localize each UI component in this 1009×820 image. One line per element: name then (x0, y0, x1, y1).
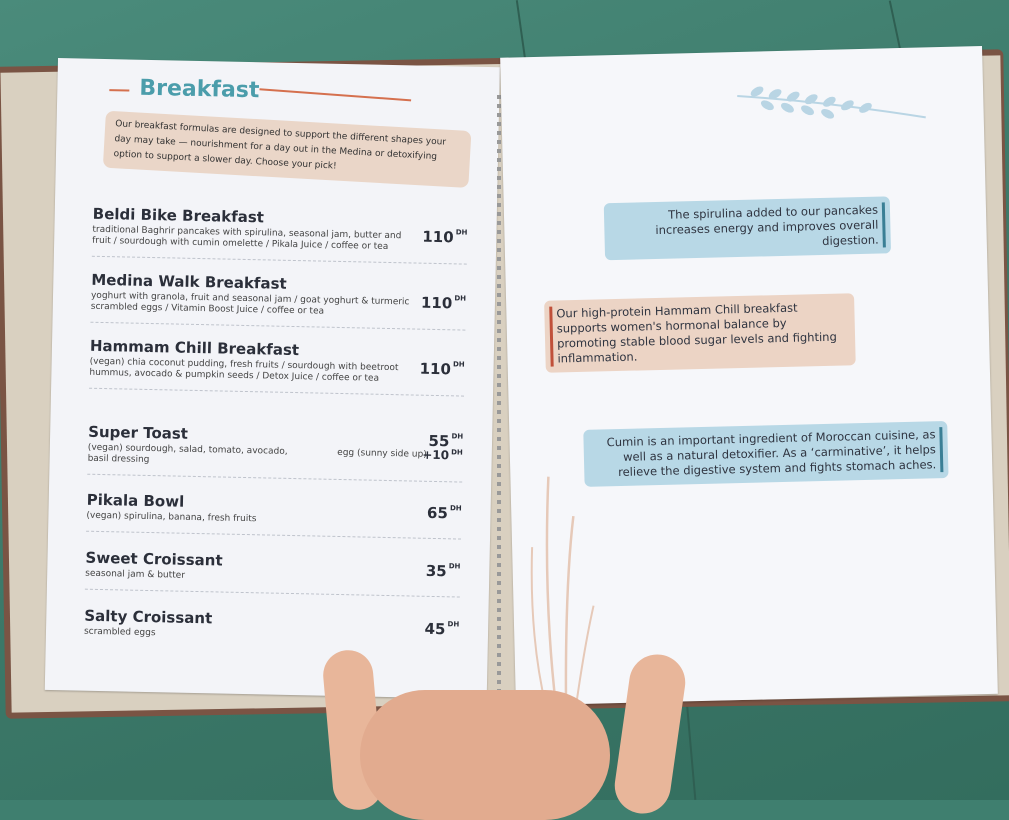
item-price: 110 $^{DH}$ (422, 227, 468, 247)
grass-decoration-icon (520, 455, 606, 707)
title-underline (259, 88, 411, 101)
tip-accent-bar (549, 307, 553, 367)
divider (92, 256, 467, 265)
item-price: 110 $^{DH}$ (420, 293, 467, 313)
item-price: 55 $^{DH}$ (428, 431, 464, 451)
menu-item-super-toast (87, 423, 463, 473)
item-desc: yoghurt with granola, fruit and seasonal jam / goat yoghurt & turmeric scrambled eggs / Vitamin Boost Juice / coffee or tea (90, 290, 410, 317)
item-desc: traditional Baghrir pancakes with spirulina, seasonal jam, butter and fruit / sourdough with cumin omelette / Pikala Juice / coffee or tea (92, 224, 402, 252)
item-name: Pikala Bowl (86, 490, 185, 511)
menu-item-salty-croissant (84, 607, 460, 646)
title-dash (109, 89, 129, 91)
page-title (109, 75, 430, 112)
item-name: Beldi Bike Breakfast (92, 204, 265, 227)
tip-cumin (583, 421, 948, 487)
divider (86, 531, 461, 540)
menu-item-medina-walk (91, 271, 467, 321)
item-price: 110 $^{DH}$ (419, 359, 465, 379)
item-name: Hammam Chill Breakfast (89, 336, 300, 360)
divider (90, 322, 465, 331)
item-name: Super Toast (87, 422, 189, 443)
tip-text: The spirulina added to our pancakes increases energy and improves overall digestion. (655, 202, 879, 248)
knuckles (360, 690, 610, 820)
item-desc: (vegan) spirulina, banana, fresh fruits (86, 510, 257, 525)
menu-item-hammam-chill (89, 337, 465, 387)
item-desc: seasonal jam & butter (85, 568, 186, 581)
right-page (500, 46, 998, 706)
item-price: 45 $^{DH}$ (424, 619, 460, 639)
item-desc: (vegan) chia coconut pudding, fresh fruits / sourdough with beetroot hummus, avocado & pumpkin seeds / Detox Juice / coffee or tea (89, 356, 399, 384)
divider (87, 474, 462, 483)
item-extra-price: +10 $^{DH}$ (422, 447, 463, 463)
item-price: 35 $^{DH}$ (425, 561, 461, 581)
item-desc: scrambled eggs (83, 626, 156, 639)
tip-accent-bar (882, 202, 886, 247)
item-desc: (vegan) sourdough, salad, tomato, avocado, basil dressing (87, 442, 288, 466)
breakfast-title: Breakfast (139, 75, 260, 104)
item-name: Sweet Croissant (85, 548, 223, 570)
intro-text: Our breakfast formulas are designed to support the different shapes your day may take — nourishment for a day out in the Medina or detoxifying option to support a slower day. Choose your pick! (103, 111, 472, 188)
item-name: Medina Walk Breakfast (91, 270, 287, 293)
item-name: Salty Croissant (84, 606, 213, 628)
menu-item-beldi-bike (92, 205, 468, 255)
tip-spirulina (604, 196, 891, 260)
left-page (45, 58, 500, 699)
divider (85, 589, 460, 598)
menu-item-pikala-bowl (86, 491, 462, 530)
menu-item-sweet-croissant (85, 549, 461, 588)
divider (89, 388, 464, 397)
leaf-branch-icon (737, 81, 928, 126)
tip-accent-bar (939, 427, 943, 472)
tip-hammam-chill (544, 293, 856, 373)
item-price: 65 $^{DH}$ (426, 503, 462, 523)
item-extra: egg (sunny side up) (337, 447, 427, 460)
tip-text: Cumin is an important ingredient of Moroccan cuisine, as well as a natural detoxifier. As a ‘carminative’, it helps relieve the digestive system and fights stomach aches. (606, 427, 937, 480)
binding-stitch (497, 95, 501, 695)
tip-text: Our high-protein Hammam Chill breakfast supports women's hormonal balance by promoting stable blood sugar levels and fighting inflammation. (556, 300, 837, 366)
